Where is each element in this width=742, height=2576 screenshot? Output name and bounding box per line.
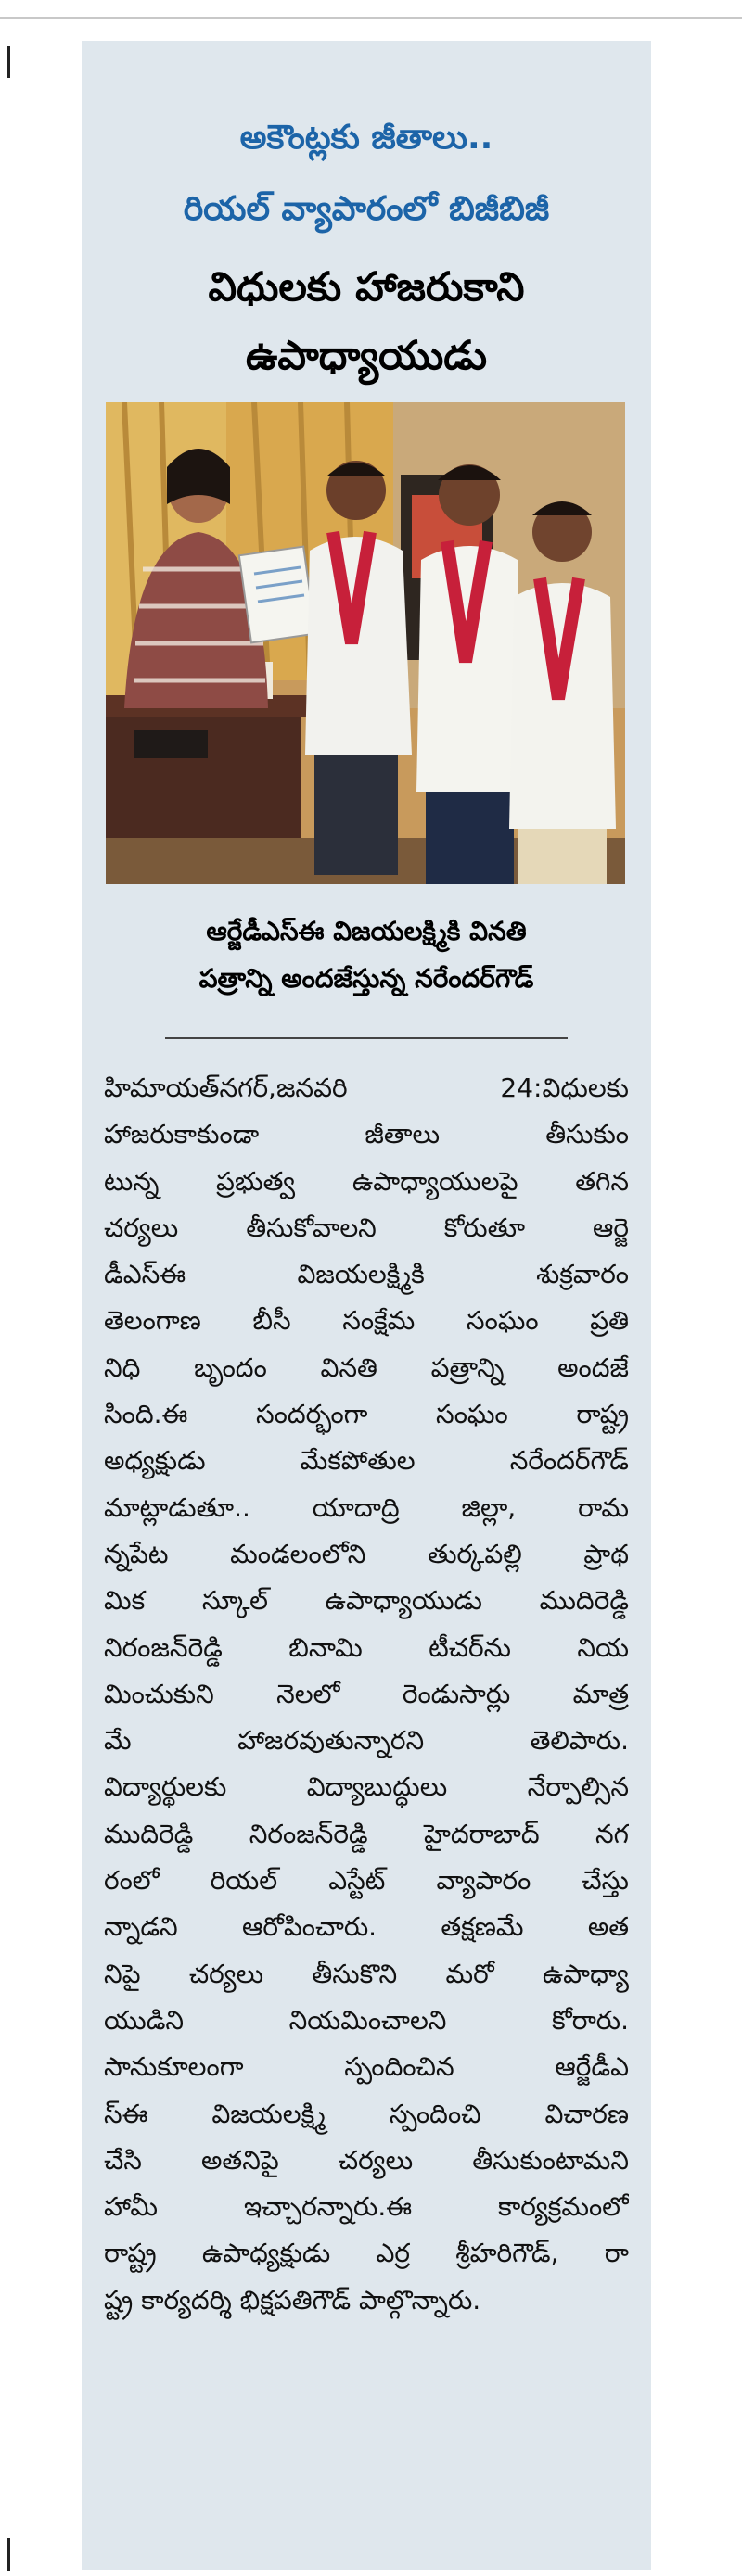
photo-caption-line-1: ఆర్జేడీఎస్ఈ విజయలక్ష్మికి వినతి xyxy=(206,916,527,946)
article-body-line: ష్ట్ర కార్యదర్శి భిక్షపతిగౌడ్ పాల్గొన్నారు. xyxy=(104,2284,481,2316)
article-body-line: నిరంజన్‌రెడ్డి బినామి టీచర్‌ను నియ xyxy=(104,1631,629,1663)
article-body-line: యుడిని నియమించాలని కోరారు. xyxy=(104,2004,629,2036)
article-body-line: రాష్ట్ర ఉపాధ్యక్షుడు ఎర్ర శ్రీహరిగౌడ్, రా xyxy=(104,2238,629,2269)
article-body-line: హామీ ఇచ్చారన్నారు.ఈ కార్యక్రమంలో xyxy=(104,2191,629,2223)
article-body-line: చేసి అతనిపై చర్యలు తీసుకుంటామని xyxy=(104,2144,629,2176)
article-photo xyxy=(106,402,625,884)
article-body xyxy=(104,1065,629,2324)
left-margin-mark xyxy=(7,46,10,78)
article-body-line: చర్యలు తీసుకోవాలని కోరుతూ ఆర్జె xyxy=(104,1212,629,1243)
article-body-line: ముదిరెడ్డి నిరంజన్‌రెడ్డి హైదరాబాద్ నగ xyxy=(104,1818,629,1849)
article-body-line: మే హాజరవుతున్నారని తెలిపారు. xyxy=(104,1725,629,1757)
article-body-line: హిమాయత్‌నగర్,జనవరి 24:విధులకు xyxy=(104,1072,629,1103)
article-body-line: స్ఈ విజయలక్ష్మి స్పందించి విచారణ xyxy=(104,2098,629,2129)
headline-line-1: విధులకు హాజరుకాని xyxy=(208,264,525,311)
caption-divider xyxy=(165,1037,568,1039)
article-body-line: విద్యార్థులకు విద్యాబుద్ధులు నేర్పాల్సిన xyxy=(104,1771,629,1803)
article-body-line: మాట్లాడుతూ.. యాదాద్రి జిల్లా, రామ xyxy=(104,1491,629,1523)
article-body-line: నిపై చర్యలు తీసుకొని మరో ఉపాధ్యా xyxy=(104,1958,629,1989)
article-body-line: అధ్యక్షుడు మేకపోతుల నరేందర్‌గౌడ్ xyxy=(104,1445,629,1477)
photo-illustration xyxy=(106,402,625,884)
article-body-line: తెలంగాణ బీసీ సంక్షేమ సంఘం ప్రతి xyxy=(104,1305,629,1337)
kicker-line-1: అకౌంట్లకు జీతాలు.. xyxy=(239,119,493,157)
article-body-line: నిధి బృందం వినతి పత్రాన్ని అందజే xyxy=(104,1351,629,1383)
top-divider-rule xyxy=(0,17,742,19)
headline-line-2: ఉపాధ్యాయుడు xyxy=(246,333,487,379)
article-body-line: సింది.ఈ సందర్భంగా సంఘం రాష్ట్ర xyxy=(104,1399,629,1430)
photo-caption-line-2: పత్రాన్ని అందజేస్తున్న నరేందర్‌గౌడ్ xyxy=(198,963,534,994)
article-body-line: టున్న ప్రభుత్వ ఉపాధ్యాయులపై తగిన xyxy=(104,1165,629,1197)
article-body-line: రంలో రియల్ ఎస్టేట్ వ్యాపారం చేస్తు xyxy=(104,1865,629,1897)
article-body-line: మించుకుని నెలలో రెండుసార్లు మాత్ర xyxy=(104,1678,629,1709)
article-body-line: సానుకూలంగా స్పందించిన ఆర్జేడీఎ xyxy=(104,2051,629,2083)
article-body-line: డీఎస్ఈ విజయలక్ష్మికి శుక్రవారం xyxy=(104,1259,629,1290)
left-margin-mark xyxy=(7,2538,10,2571)
article-body-line: న్నాడని ఆరోపించారు. తక్షణమే అత xyxy=(104,1911,629,1943)
article-body-line: హాజరుకాకుండా జీతాలు తీసుకుం xyxy=(104,1119,629,1150)
article-body-line: మిక స్కూల్ ఉపాధ్యాయుడు ముదిరెడ్డి xyxy=(104,1585,629,1617)
article-body-line: న్నపేట మండలంలోని తుర్కపల్లి ప్రాథ xyxy=(104,1538,629,1569)
kicker-line-2: రియల్ వ్యాపారంలో బిజీబిజీ xyxy=(183,190,550,228)
news-article-clipping xyxy=(82,41,651,2570)
